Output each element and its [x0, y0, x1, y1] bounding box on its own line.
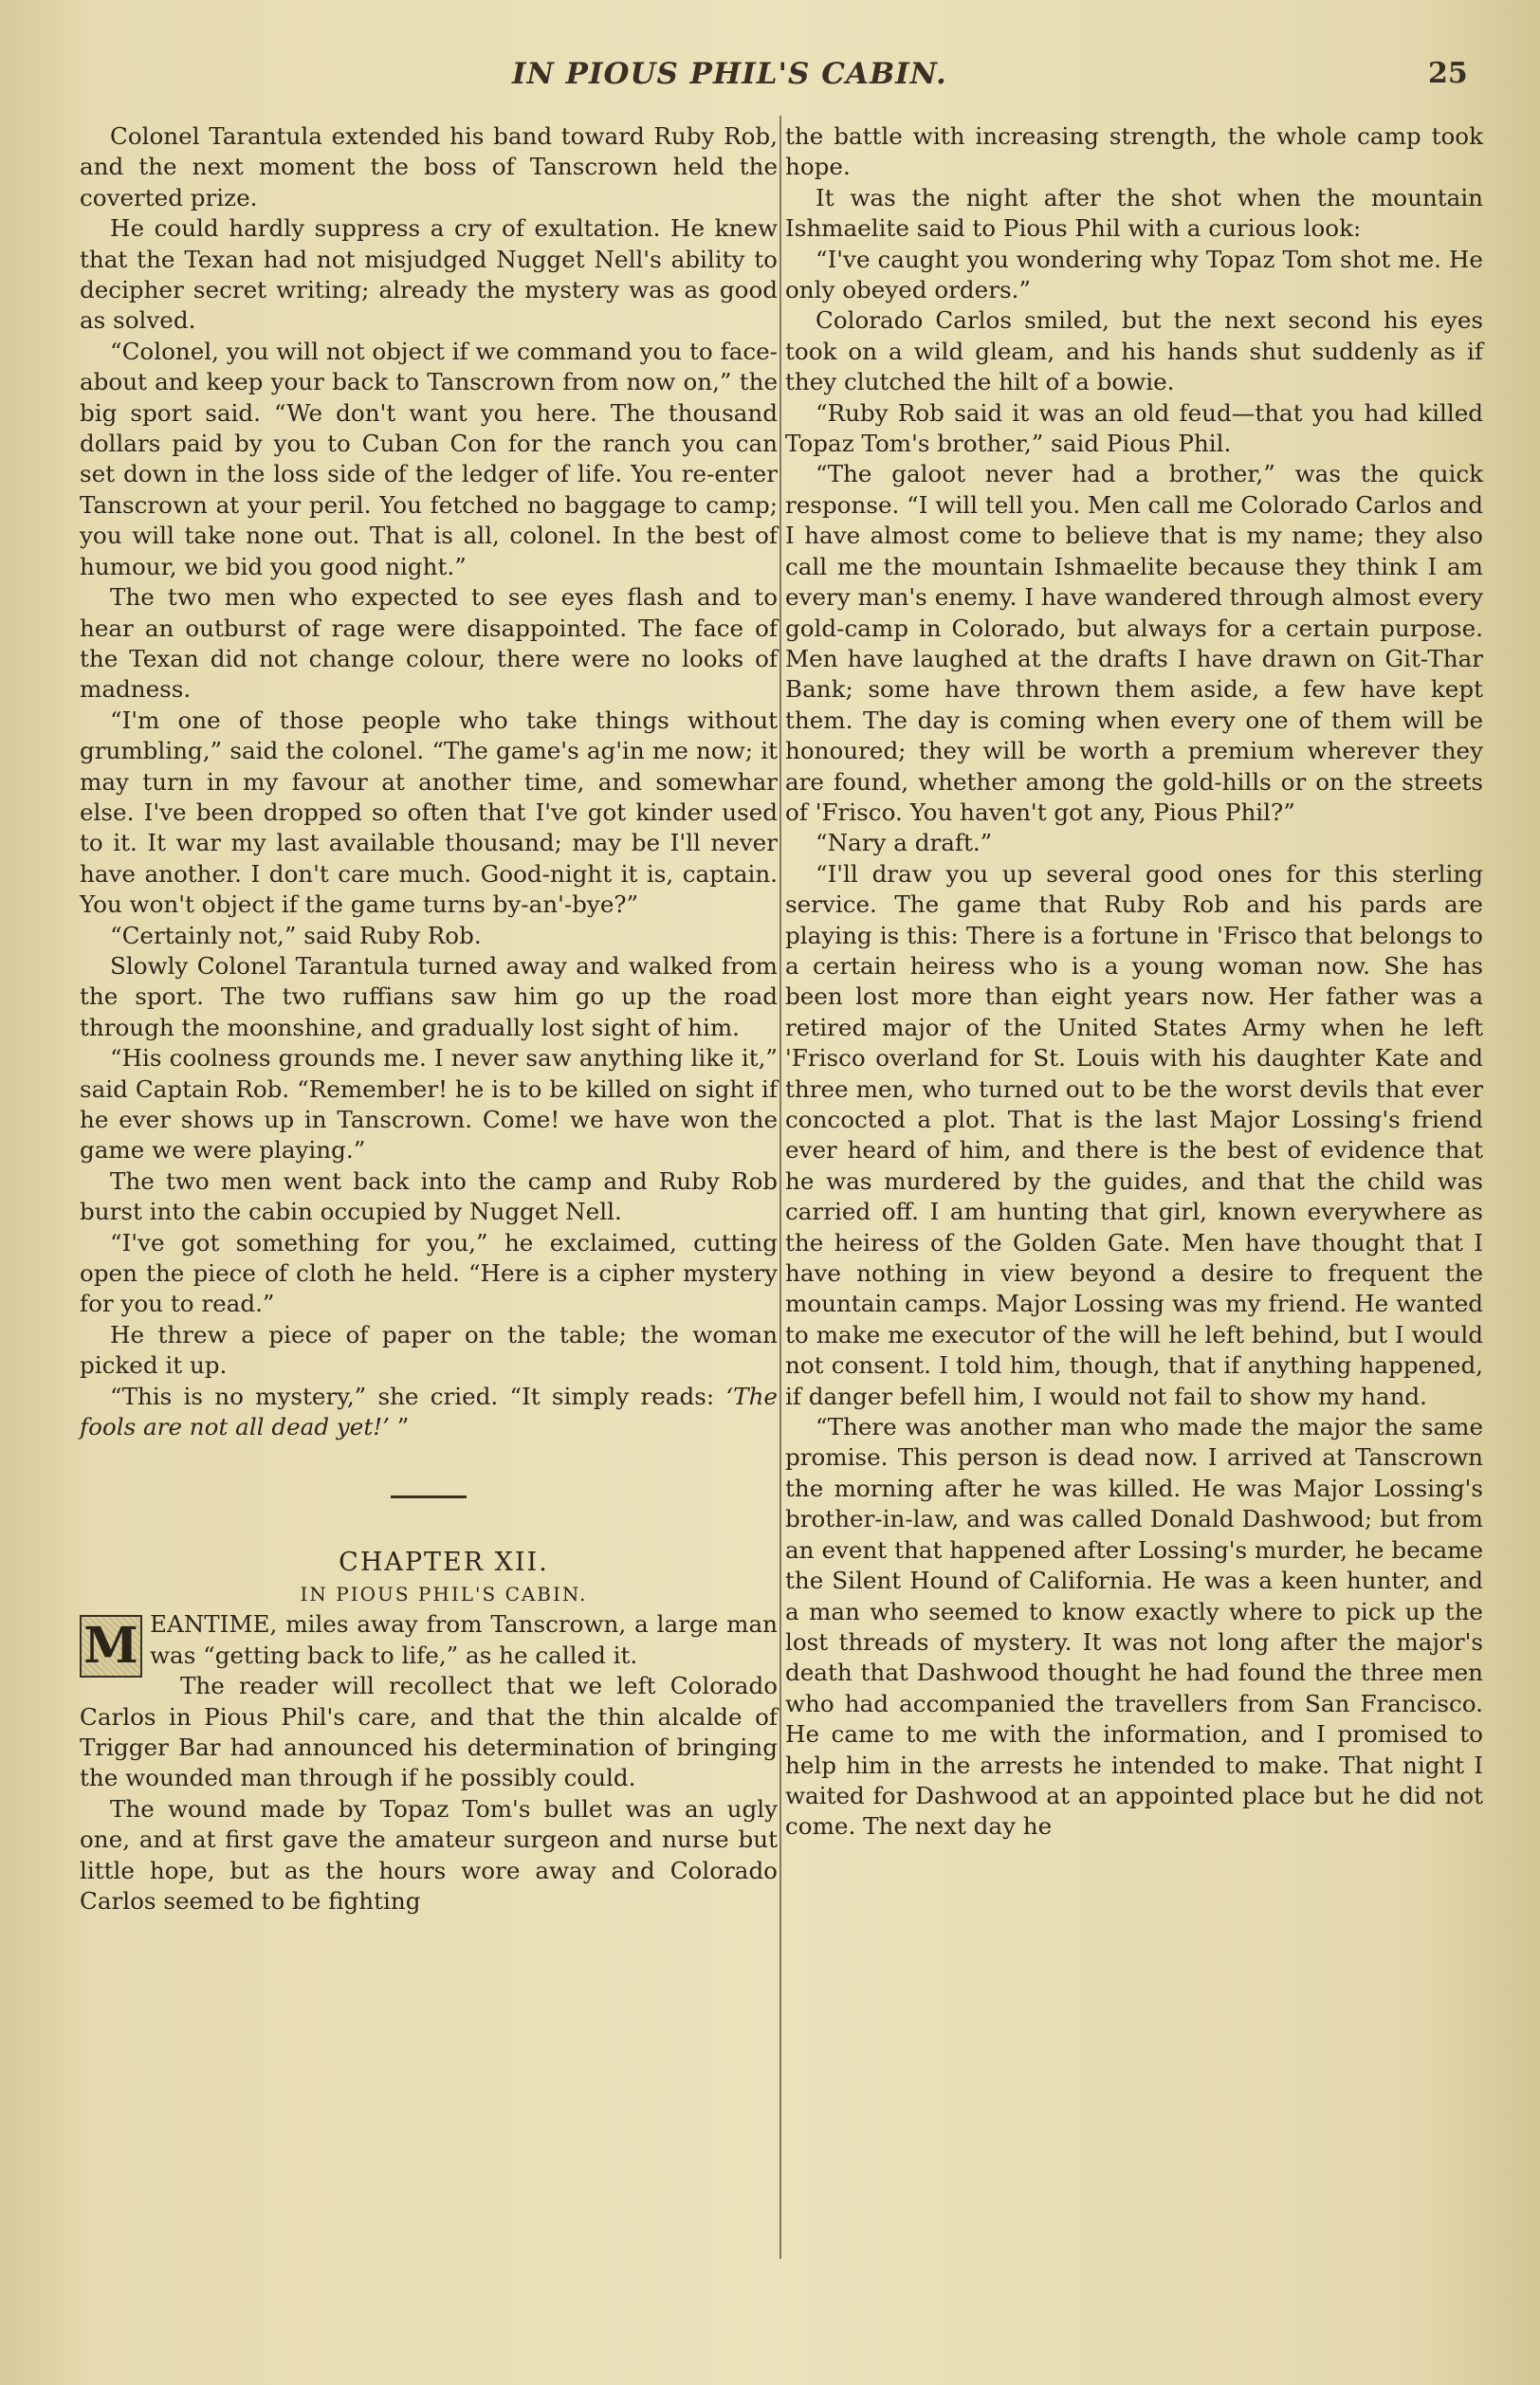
right-column — [785, 121, 1483, 1843]
paragraph: “Ruby Rob said it was an old feud—that you had killed Topaz Tom's brother,” said Pious Phil. — [785, 398, 1483, 458]
paragraph: “The galoot never had a brother,” was the quick response. “I will tell you. Men call me Colorado Carlos and I have almost come to believe that is my name; they also call me the mountain Ishmaelite because they think I am every man's enemy. I have wandered through almost every gold-camp in Colorado, but always for a certain purpose. Men have laughed at the drafts I have drawn on Git-Thar Bank; some have thrown them aside, a few have kept them. The day is coming when every one of them will be honoured; they will be worth a premium wherever they are found, whether among the gold-hills or on the streets of 'Frisco. You haven't got any, Pious Phil?” — [785, 460, 1483, 826]
section-separator — [391, 1495, 467, 1498]
column-divider — [779, 116, 781, 2259]
dropcap-letter: M — [80, 1615, 142, 1678]
paragraph: Colonel Tarantula extended his band toward Ruby Rob, and the next moment the boss of Tanscrown held the coverted prize. — [80, 122, 778, 211]
paragraph: “Colonel, you will not object if we command you to face-about and keep your back to Tanscrown from now on,” the big sport said. “We don't want you here. The thousand dollars paid by you to Cuban Con for the ranch you can set down in the loss side of the ledger of life. You re-enter Tanscrown at your peril. You fetched no baggage to camp; you will take none out. That is all, colonel. In the best of humour, we bid you good night.” — [80, 337, 778, 580]
paragraph: “Certainly not,” said Ruby Rob. — [110, 921, 482, 949]
running-title: IN PIOUS PHIL'S CABIN. — [512, 57, 947, 91]
paragraph: Slowly Colonel Tarantula turned away and walked from the sport. The two ruffians saw him go up the road through the moonshine, and gradually lost sight of him. — [80, 951, 778, 1041]
left-column — [80, 121, 778, 1917]
paragraph: He could hardly suppress a cry of exultation. He knew that the Texan had not misjudged Nugget Nell's ability to decipher secret writing; already the mystery was as good as solved. — [80, 214, 778, 335]
paragraph-continued: the battle with increasing strength, the whole camp took hope. — [785, 122, 1483, 181]
cipher-reading: ‘The fools are not all dead yet!’ — [80, 1382, 778, 1441]
paragraph: The two men who expected to see eyes flash and to hear an outburst of rage were disappointed. The face of the Texan did not change colour, there were no looks of madness. — [80, 583, 778, 704]
paragraph: Colorado Carlos smiled, but the next second his eyes took on a wild gleam, and his hands shut suddenly as if they clutched the hilt of a bowie. — [785, 306, 1483, 396]
chapter-opening-paragraph — [80, 1609, 778, 1676]
paragraph: He threw a piece of paper on the table; the woman picked it up. — [80, 1320, 778, 1380]
opening-text: EANTIME, miles away from Tanscrown, a large man was “getting back to life,” as he called it. — [150, 1610, 778, 1669]
paragraph: “Nary a draft.” — [816, 829, 993, 857]
paragraph: The reader will recollect that we left Colorado Carlos in Pious Phil's care, and that the thin alcalde of Trigger Bar had announced his determination of bringing the wounded man through if he possibly could. — [80, 1672, 778, 1792]
page-number: 25 — [1428, 57, 1468, 90]
chapter-title: CHAPTER XII. — [339, 1548, 549, 1578]
paragraph: The wound made by Topaz Tom's bullet was an ugly one, and at first gave the amateur surgeon and nurse but little hope, but as the hours wore away and Colorado Carlos seemed to be fighting — [80, 1794, 778, 1915]
paragraph: “His coolness grounds me. I never saw anything like it,” said Captain Rob. “Remember! he is to be killed on sight if he ever shows up in Tanscrown. Come! we have won the game we were playing.” — [80, 1044, 778, 1165]
paragraph: “I'll draw you up several good ones for this sterling service. The game that Ruby Rob and his pards are playing is this: There is a fortune in 'Frisco that belongs to a certain heiress who is a young woman now. She has been lost more than eight years now. Her father was a retired major of the United States Army when he left 'Frisco overland for St. Louis with his daughter Kate and three men, who turned out to be the worst devils that ever concocted a plot. That is the last Major Lossing's friend ever heard of him, and there is the best of evidence that he was murdered by the guides, and that the child was carried off. I am hunting that girl, known everywhere as the heiress of the Golden Gate. Men have thought that I have nothing in view beyond a desire to frequent the mountain camps. Major Lossing was my friend. He wanted to make me executor of the will he left behind, but I would not consent. I told him, though, that if anything happened, if danger befell him, I would not fail to show my hand. — [785, 859, 1483, 1410]
quote-lead: “This is no mystery,” she cried. “It simply reads: — [110, 1382, 715, 1410]
paragraph: The two men went back into the camp and Ruby Rob burst into the cabin occupied by Nugget Nell. — [80, 1166, 778, 1226]
paragraph: “I'm one of those people who take things without grumbling,” said the colonel. “The game's ag'in me now; it may turn in my favour at another time, and somewhar else. I've been dropped so often that I've got kinder used to it. It war my last available thousand; may be I'll never have another. I don't care much. Good-night it is, captain. You won't object if the game turns by-an'-bye?” — [80, 706, 778, 919]
chapter-subtitle: IN PIOUS PHIL'S CABIN. — [300, 1582, 588, 1605]
quote-close: ” — [396, 1413, 410, 1441]
page-header — [0, 49, 1540, 106]
paragraph: “I've caught you wondering why Topaz Tom shot me. He only obeyed orders.” — [785, 245, 1483, 304]
paragraph: “I've got something for you,” he exclaimed, cutting open the piece of cloth he held. “Here is a cipher mystery for you to read.” — [80, 1228, 778, 1318]
paragraph: It was the night after the shot when the mountain Ishmaelite said to Pious Phil with a curious look: — [785, 183, 1483, 243]
paragraph: “There was another man who made the major the same promise. This person is dead now. I arrived at Tanscrown the morning after he was killed. He was Major Lossing's brother-in-law, and was called Donald Dashwood; but from an event that happened after Lossing's murder, he became the Silent Hound of California. He was a keen hunter, and a man who seemed to know exactly where to pick up the lost threads of mystery. It was not long after the major's death that Dashwood thought he had found the three men who had accompanied the travellers from San Francisco. He came to me with the information, and I promised to help him in the arrests he intended to make. That night I waited for Dashwood at an appointed place but he did not come. The next day he — [785, 1413, 1483, 1841]
paragraph — [80, 1382, 778, 1443]
